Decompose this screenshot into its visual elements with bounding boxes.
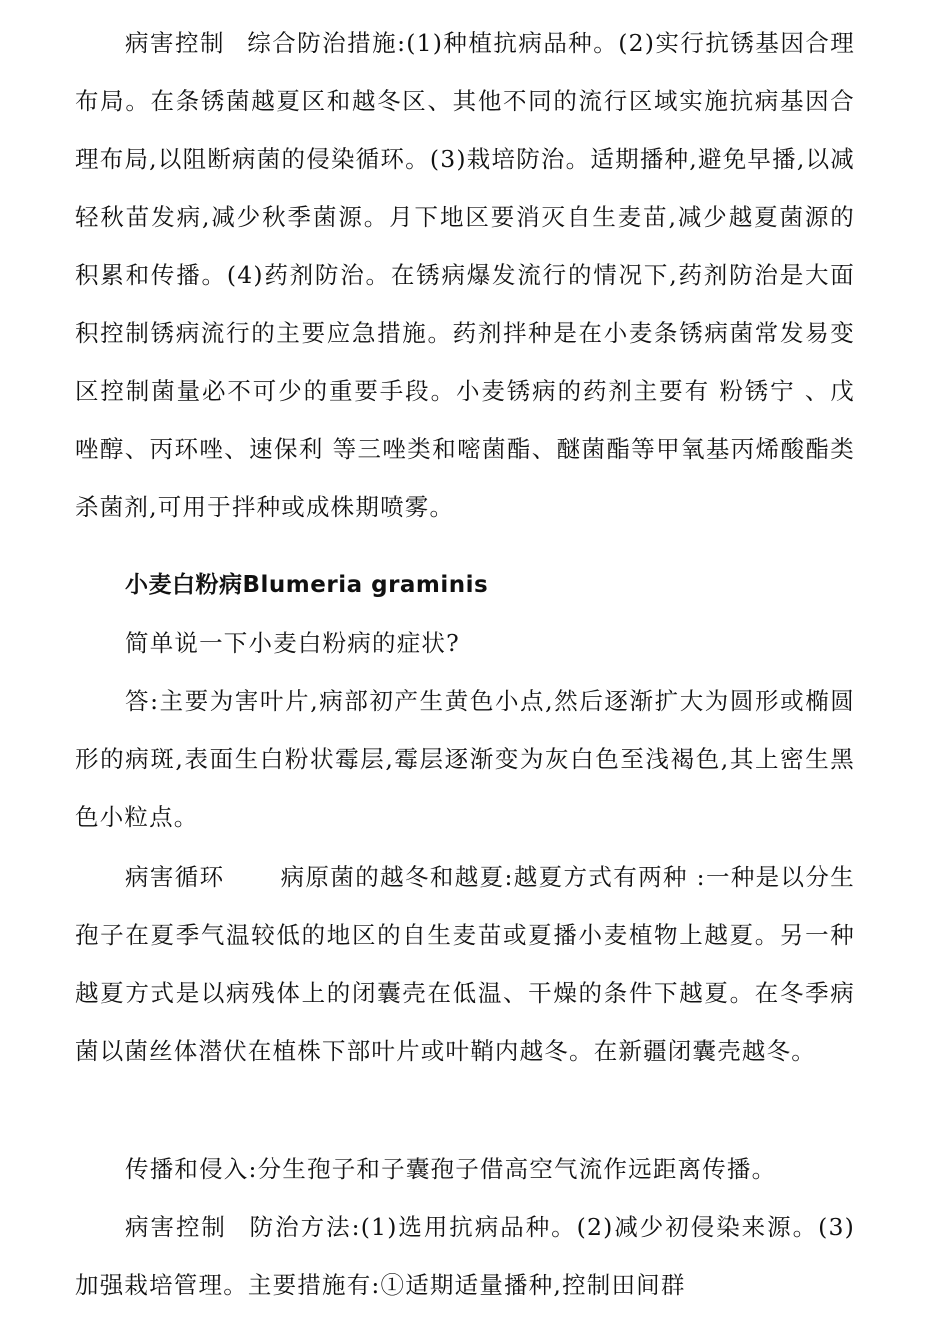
rust-control-paragraph <box>75 14 855 536</box>
powdery-control-label: 病害控制 <box>125 1213 227 1241</box>
disease-cycle-paragraph <box>75 848 855 1080</box>
powdery-control-paragraph <box>75 1198 855 1314</box>
disease-cycle-text: 病原菌的越冬和越夏:越夏方式有两种 :一种是以分生孢子在夏季气温较低的地区的自生麦苗或夏播小麦植物上越夏。另一种越夏方式是以病残体上的闭囊壳在低温、干燥的条件下越夏。在冬季病菌以菌丝体潜伏在植株下部叶片或叶鞘内越冬。在新疆闭囊壳越冬。 <box>75 863 855 1065</box>
disease-cycle-label: 病害循环 <box>125 863 225 891</box>
powdery-control-text: 防治方法:(1)选用抗病品种。(2)减少初侵染来源。(3)加强栽培管理。主要措施有:①适期适量播种,控制田间群 <box>75 1213 855 1299</box>
rust-control-text: 综合防治措施:(1)种植抗病品种。(2)实行抗锈基因合理布局。在条锈菌越夏区和越冬区、其他不同的流行区域实施抗病基因合理布局,以阻断病菌的侵染循环。(3)栽培防治。适期播种,避免早播,以减轻秋苗发病,减少秋季菌源。月下地区要消灭自生麦苗,减少越夏菌源的积累和传播。(4)药剂防治。在锈病爆发流行的情况下,药剂防治是大面积控制锈病流行的主要应急措施。药剂拌种是在小麦条锈病菌常发易变区控制菌量必不可少的重要手段。小麦锈病的药剂主要有 粉锈宁 、戊唑醇、丙环唑、速保利 等三唑类和嘧菌酯、醚菌酯等甲氧基丙烯酸酯类杀菌剂,可用于拌种或成株期喷雾。 <box>75 29 855 521</box>
spread-paragraph: 传播和侵入:分生孢子和子囊孢子借高空气流作远距离传播。 <box>125 1155 777 1183</box>
symptom-answer: 答:主要为害叶片,病部初产生黄色小点,然后逐渐扩大为圆形或椭圆形的病斑,表面生白粉状霉层,霉层逐渐变为灰白色至浅褐色,其上密生黑色小粒点。 <box>75 687 855 831</box>
rust-control-label: 病害控制 <box>125 29 225 57</box>
powdery-mildew-heading: 小麦白粉病Blumeria graminis <box>125 572 489 598</box>
symptom-question: 简单说一下小麦白粉病的症状? <box>125 629 460 657</box>
